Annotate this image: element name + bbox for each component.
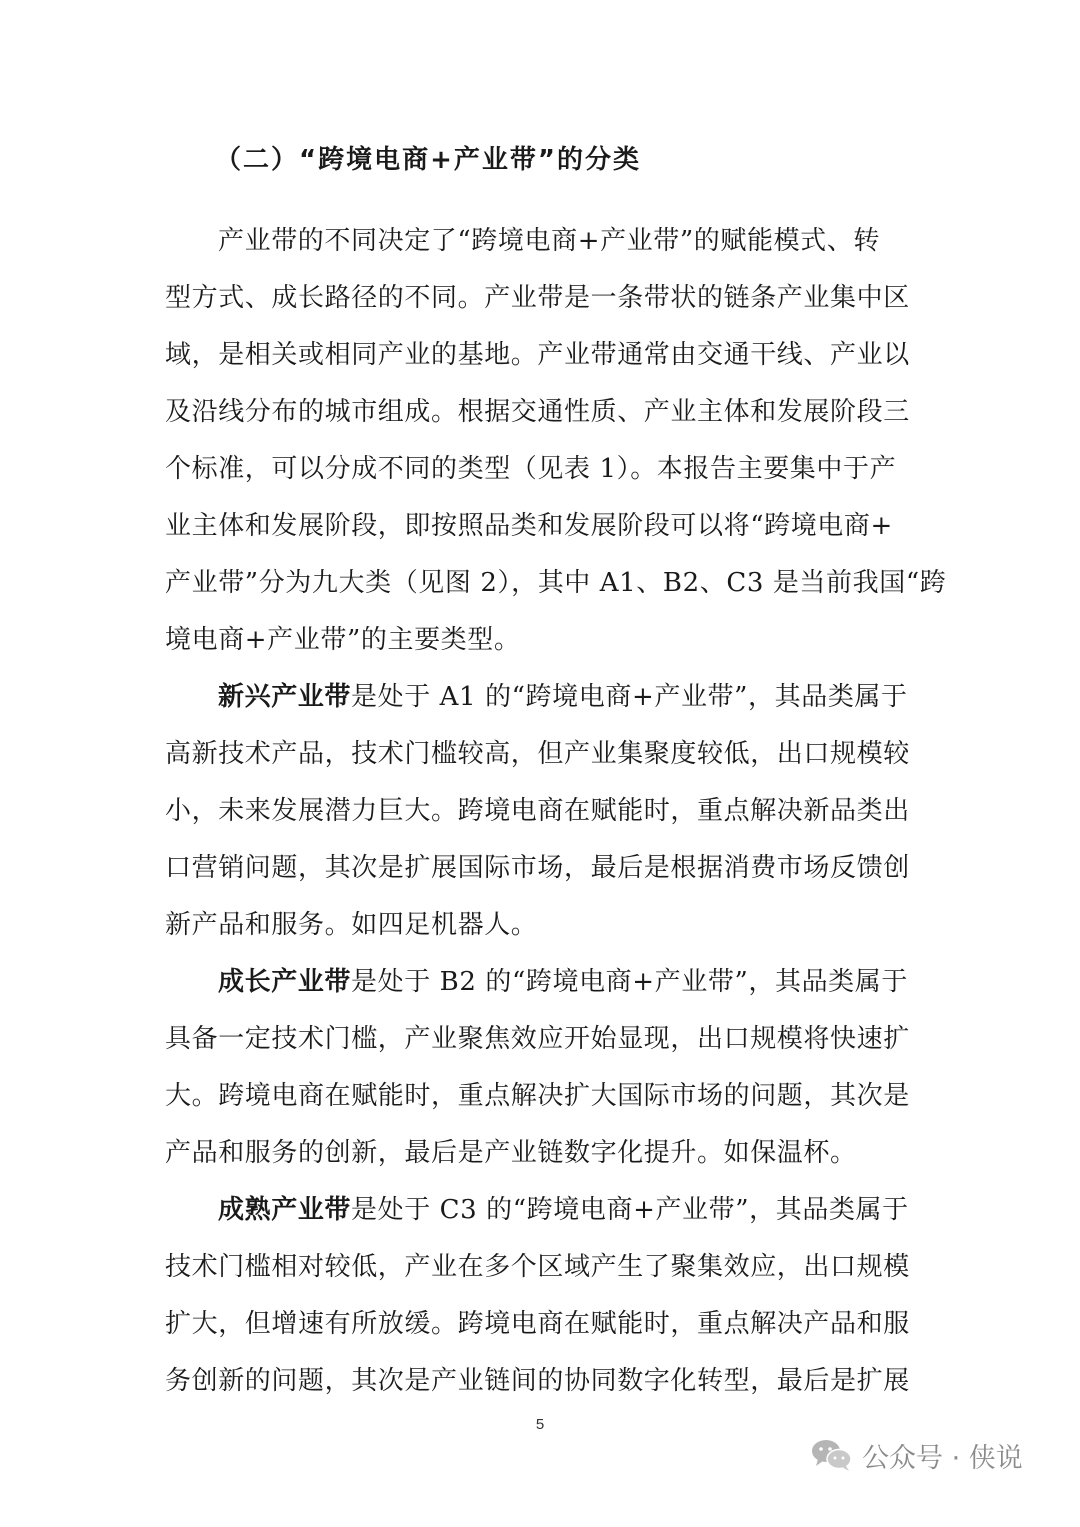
term-growth-belt: 成长产业带 (218, 967, 352, 997)
watermark-text: 公众号 · 侠说 (862, 1442, 1023, 1474)
paragraph-line: 新产品和服务。如四足机器人。 (165, 910, 538, 940)
paragraph-line-rest: 是处于 C3 的“跨境电商+产业带”，其品类属于 (351, 1195, 909, 1225)
page-number: 5 (535, 1416, 545, 1433)
paragraph-line (218, 962, 908, 1002)
paragraph-line: 个标准，可以分成不同的类型（见表 1）。本报告主要集中于产 (165, 454, 897, 484)
section-heading: （二）“跨境电商+产业带”的分类 (215, 145, 641, 175)
paragraph-line: 产业带的不同决定了“跨境电商+产业带”的赋能模式、转 (218, 226, 880, 256)
term-emerging-belt: 新兴产业带 (218, 682, 352, 712)
paragraph-line: 具备一定技术门槛，产业聚焦效应开始显现，出口规模将快速扩 (165, 1024, 910, 1054)
paragraph-line: 口营销问题，其次是扩展国际市场，最后是根据消费市场反馈创 (165, 853, 910, 883)
paragraph-line: 扩大，但增速有所放缓。跨境电商在赋能时，重点解决产品和服 (165, 1309, 910, 1339)
paragraph-line: 业主体和发展阶段，即按照品类和发展阶段可以将“跨境电商+ (165, 511, 893, 541)
paragraph-line: 境电商+产业带”的主要类型。 (165, 625, 521, 655)
paragraph-line (218, 1190, 909, 1230)
paragraph-line: 大。跨境电商在赋能时，重点解决扩大国际市场的问题，其次是 (165, 1081, 910, 1111)
paragraph-line: 产业带”分为九大类（见图 2），其中 A1、B2、C3 是当前我国“跨 (165, 568, 947, 598)
wechat-icon (810, 1437, 854, 1473)
paragraph-line: 务创新的问题，其次是产业链间的协同数字化转型，最后是扩展 (165, 1366, 910, 1396)
paragraph-line: 产品和服务的创新，最后是产业链数字化提升。如保温杯。 (165, 1138, 857, 1168)
paragraph-line: 及沿线分布的城市组成。根据交通性质、产业主体和发展阶段三 (165, 397, 910, 427)
term-mature-belt: 成熟产业带 (218, 1195, 352, 1225)
paragraph-line-rest: 是处于 B2 的“跨境电商+产业带”，其品类属于 (351, 967, 908, 997)
paragraph-line (218, 677, 908, 717)
paragraph-line: 小，未来发展潜力巨大。跨境电商在赋能时，重点解决新品类出 (165, 796, 910, 826)
paragraph-line: 型方式、成长路径的不同。产业带是一条带状的链条产业集中区 (165, 283, 910, 313)
paragraph-line: 技术门槛相对较低，产业在多个区域产生了聚集效应，出口规模 (165, 1252, 910, 1282)
paragraph-line-rest: 是处于 A1 的“跨境电商+产业带”，其品类属于 (351, 682, 908, 712)
paragraph-line: 高新技术产品，技术门槛较高，但产业集聚度较低，出口规模较 (165, 739, 910, 769)
watermark (810, 1430, 1023, 1480)
paragraph-line: 域，是相关或相同产业的基地。产业带通常由交通干线、产业以 (165, 340, 910, 370)
